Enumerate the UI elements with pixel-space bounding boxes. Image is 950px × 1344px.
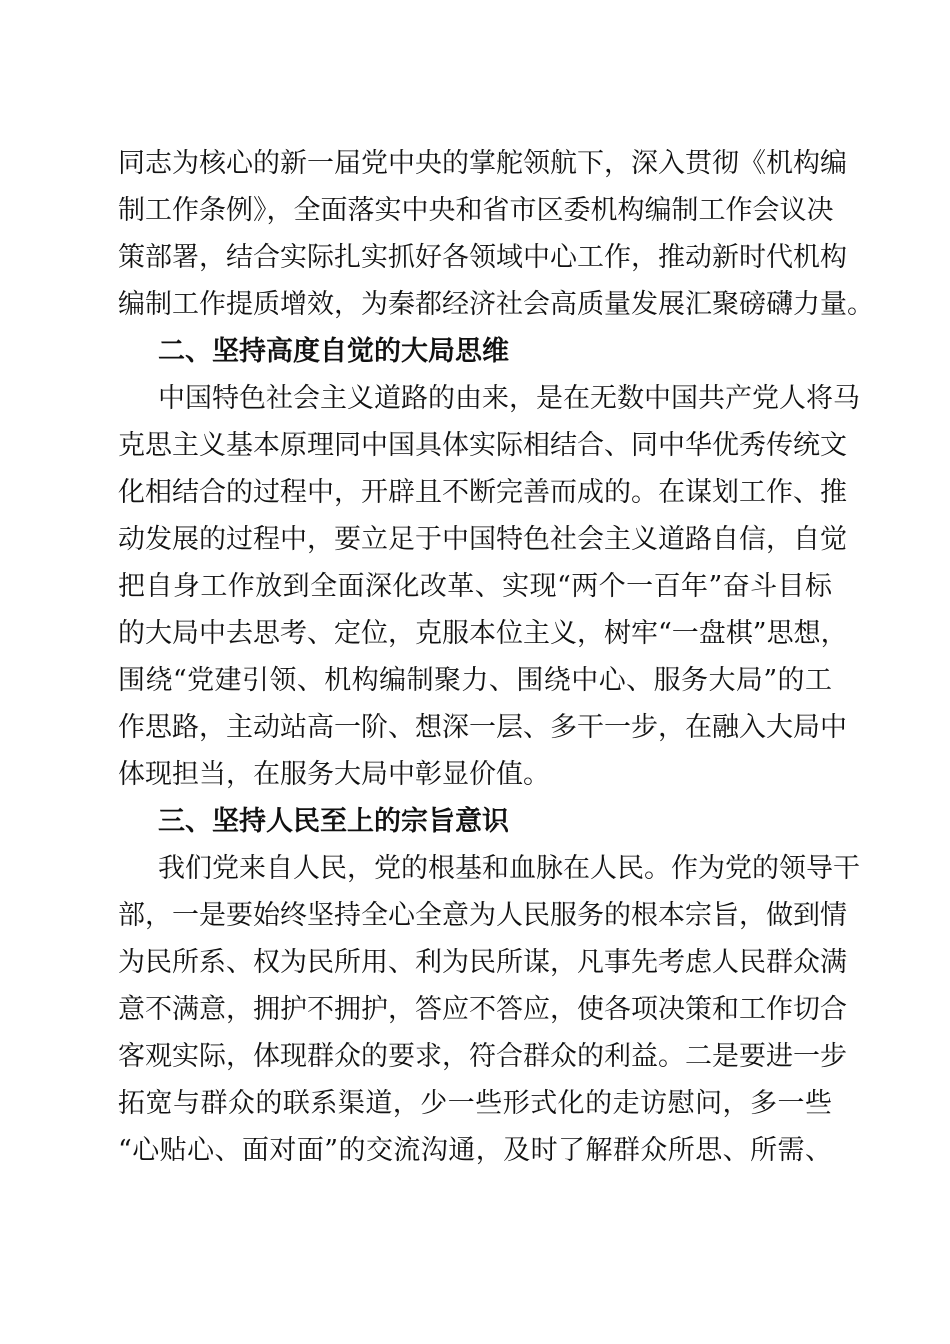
section-heading-3: 三、坚持人民至上的宗旨意识: [158, 806, 509, 837]
paragraph-continuation: [118, 140, 874, 328]
text-line: 中国特色社会主义道路的由来，是在无数中国共产党人将马: [158, 383, 860, 414]
text-line: 部，一是要始终坚持全心全意为人民服务的根本宗旨，做到情: [118, 900, 847, 931]
text-line: 克思主义基本原理同中国具体实际相结合、同中华优秀传统文: [118, 430, 847, 461]
section-heading-2: 二、坚持高度自觉的大局思维: [158, 336, 509, 367]
paragraph-section-3: [118, 845, 860, 1174]
text-line: 的大局中去思考、定位，克服本位主义，树牢“一盘棋”思想，: [118, 618, 848, 649]
text-line: 作思路，主动站高一阶、想深一层、多干一步，在融入大局中: [118, 712, 847, 743]
text-line: 同志为核心的新一届党中央的掌舵领航下，深入贯彻《机构编: [118, 148, 847, 179]
text-line: 意不满意，拥护不拥护，答应不答应，使各项决策和工作切合: [118, 994, 847, 1025]
text-line: 客观实际，体现群众的要求，符合群众的利益。二是要进一步: [118, 1041, 847, 1072]
text-line: 我们党来自人民，党的根基和血脉在人民。作为党的领导干: [158, 853, 860, 884]
text-line: 化相结合的过程中，开辟且不断完善而成的。在谋划工作、推: [118, 477, 847, 508]
text-line: 编制工作提质增效，为秦都经济社会高质量发展汇聚磅礴力量。: [118, 289, 874, 320]
paragraph-section-2: [118, 375, 860, 798]
text-line: 把自身工作放到全面深化改革、实现“两个一百年”奋斗目标: [118, 571, 832, 602]
text-line: 策部署，结合实际扎实抓好各领域中心工作，推动新时代机构: [118, 242, 847, 273]
text-line: 体现担当，在服务大局中彰显价值。: [118, 759, 550, 790]
text-line: 动发展的过程中，要立足于中国特色社会主义道路自信，自觉: [118, 524, 847, 555]
text-line: 为民所系、权为民所用、利为民所谋，凡事先考虑人民群众满: [118, 947, 847, 978]
text-line: 制工作条例》，全面落实中央和省市区委机构编制工作会议决: [118, 195, 834, 226]
text-line: “心贴心、面对面”的交流沟通，及时了解群众所思、所需、: [118, 1135, 832, 1166]
text-line: 拓宽与群众的联系渠道，少一些形式化的走访慰问，多一些: [118, 1088, 832, 1119]
text-line: 围绕“党建引领、机构编制聚力、围绕中心、服务大局”的工: [118, 665, 832, 696]
document-page: [118, 140, 874, 1174]
